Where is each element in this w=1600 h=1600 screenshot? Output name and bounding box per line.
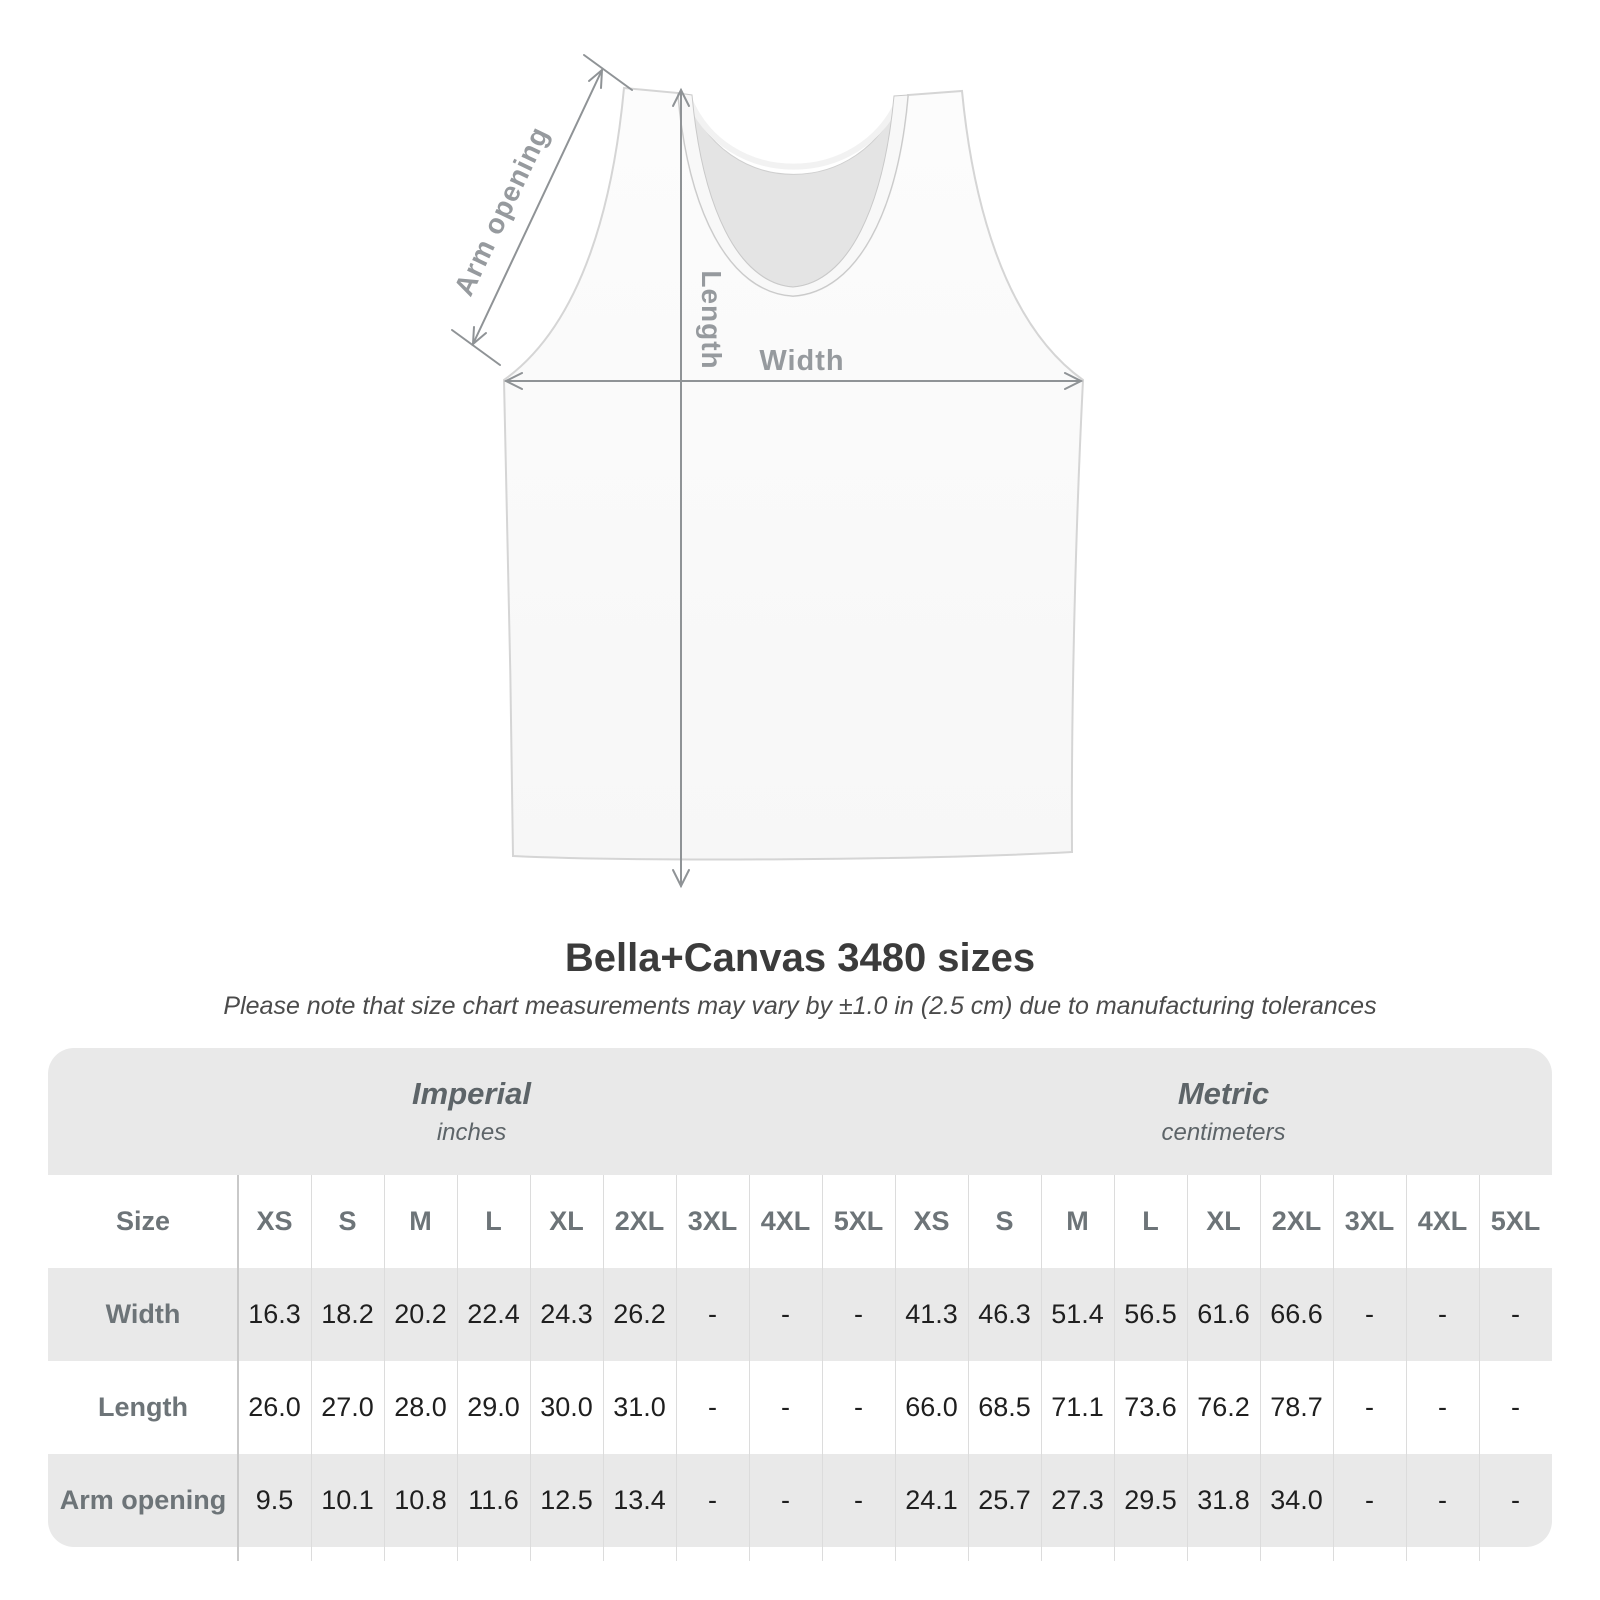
data-cell: 66.6 xyxy=(1270,1299,1323,1329)
data-cell: 10.8 xyxy=(394,1485,447,1515)
data-cell: 73.6 xyxy=(1124,1392,1177,1422)
size-header-cell: 5XL xyxy=(1490,1206,1541,1236)
data-cell: 68.5 xyxy=(978,1392,1031,1422)
size-column-header: Size xyxy=(115,1206,171,1236)
data-cell: - xyxy=(781,1299,790,1329)
data-cell: - xyxy=(1365,1485,1374,1515)
size-header-cell: 3XL xyxy=(1344,1206,1395,1236)
data-cell: 26.0 xyxy=(248,1392,301,1422)
data-cell: 26.2 xyxy=(613,1299,666,1329)
data-cell: - xyxy=(781,1392,790,1422)
size-header-cell: XL xyxy=(549,1206,584,1236)
row-label: Length xyxy=(98,1392,188,1422)
data-cell: 10.1 xyxy=(321,1485,374,1515)
size-header-cell: 2XL xyxy=(1271,1206,1322,1236)
table-row-length xyxy=(48,1361,1552,1454)
data-cell: 25.7 xyxy=(978,1485,1031,1515)
data-cell: 28.0 xyxy=(394,1392,447,1422)
size-header-cell: 2XL xyxy=(614,1206,665,1236)
data-cell: - xyxy=(1511,1485,1520,1515)
data-cell: 24.3 xyxy=(540,1299,593,1329)
width-label: Width xyxy=(759,345,845,377)
size-header-cell: M xyxy=(409,1206,432,1236)
data-cell: 13.4 xyxy=(613,1485,666,1515)
data-cell: 31.8 xyxy=(1197,1485,1250,1515)
size-header-cell: XL xyxy=(1206,1206,1241,1236)
arm-opening-label: Arm opening xyxy=(447,121,555,301)
size-header-cell: L xyxy=(1142,1206,1159,1236)
imperial-group-header xyxy=(48,1048,895,1175)
row-label: Width xyxy=(105,1299,181,1329)
imperial-units: inches xyxy=(436,1119,507,1146)
data-cell: - xyxy=(854,1299,863,1329)
metric-label: Metric xyxy=(1177,1076,1270,1111)
metric-group-header xyxy=(895,1048,1552,1175)
metric-units: centimeters xyxy=(1161,1119,1286,1146)
size-header-cell: 4XL xyxy=(760,1206,811,1236)
data-cell: 46.3 xyxy=(978,1299,1031,1329)
tank-top-diagram xyxy=(430,40,1150,920)
data-cell: - xyxy=(854,1392,863,1422)
data-cell: - xyxy=(1365,1299,1374,1329)
size-header-cell: XS xyxy=(913,1206,950,1236)
data-cell: 18.2 xyxy=(321,1299,374,1329)
tank-top-svg xyxy=(430,40,1150,920)
data-cell: 76.2 xyxy=(1197,1392,1250,1422)
data-cell: - xyxy=(708,1299,717,1329)
data-cell: 66.0 xyxy=(905,1392,958,1422)
data-cell: 29.0 xyxy=(467,1392,520,1422)
size-header-cell: XS xyxy=(256,1206,293,1236)
data-cell: 9.5 xyxy=(255,1485,294,1515)
data-cell: 34.0 xyxy=(1270,1485,1323,1515)
data-cell: - xyxy=(1365,1392,1374,1422)
data-cell: - xyxy=(1438,1299,1447,1329)
size-header-cell: 3XL xyxy=(687,1206,738,1236)
data-cell: 24.1 xyxy=(905,1485,958,1515)
data-cell: 16.3 xyxy=(248,1299,301,1329)
data-cell: 31.0 xyxy=(613,1392,666,1422)
size-header-cell: 5XL xyxy=(833,1206,884,1236)
table-row-width xyxy=(48,1268,1552,1361)
size-header-row xyxy=(48,1175,1552,1268)
data-cell: - xyxy=(781,1485,790,1515)
data-cell: 41.3 xyxy=(905,1299,958,1329)
data-cell: 27.0 xyxy=(321,1392,374,1422)
data-cell: 22.4 xyxy=(467,1299,520,1329)
data-cell: 61.6 xyxy=(1197,1299,1250,1329)
data-cell: 27.3 xyxy=(1051,1485,1104,1515)
page-title: Bella+Canvas 3480 sizes xyxy=(564,936,1036,980)
data-cell: - xyxy=(854,1485,863,1515)
size-header-cell: S xyxy=(995,1206,1014,1236)
data-cell: - xyxy=(1438,1485,1447,1515)
data-cell: - xyxy=(708,1392,717,1422)
data-cell: 29.5 xyxy=(1124,1485,1177,1515)
length-label: Length xyxy=(696,270,727,370)
imperial-label: Imperial xyxy=(412,1076,531,1111)
data-cell: - xyxy=(1438,1392,1447,1422)
data-cell: 12.5 xyxy=(540,1485,593,1515)
data-cell: 71.1 xyxy=(1051,1392,1104,1422)
data-cell: - xyxy=(1511,1299,1520,1329)
tolerance-note: Please note that size chart measurements may vary by ±1.0 in (2.5 cm) due to manufacturing tolerances xyxy=(223,992,1377,1020)
size-header-cell: M xyxy=(1066,1206,1089,1236)
size-header-cell: L xyxy=(485,1206,502,1236)
data-cell: 30.0 xyxy=(540,1392,593,1422)
data-cell: - xyxy=(1511,1392,1520,1422)
unit-band xyxy=(48,1048,1552,1175)
data-cell: 20.2 xyxy=(394,1299,447,1329)
row-label: Arm opening xyxy=(59,1485,227,1515)
data-cell: 51.4 xyxy=(1051,1299,1104,1329)
table-row-arm-opening xyxy=(48,1454,1552,1547)
data-cell: 78.7 xyxy=(1270,1392,1323,1422)
data-cell: - xyxy=(708,1485,717,1515)
data-cell: 11.6 xyxy=(468,1485,519,1515)
size-header-cell: S xyxy=(338,1206,357,1236)
size-header-cell: 4XL xyxy=(1417,1206,1468,1236)
data-cell: 56.5 xyxy=(1124,1299,1177,1329)
size-table xyxy=(48,1048,1552,1547)
